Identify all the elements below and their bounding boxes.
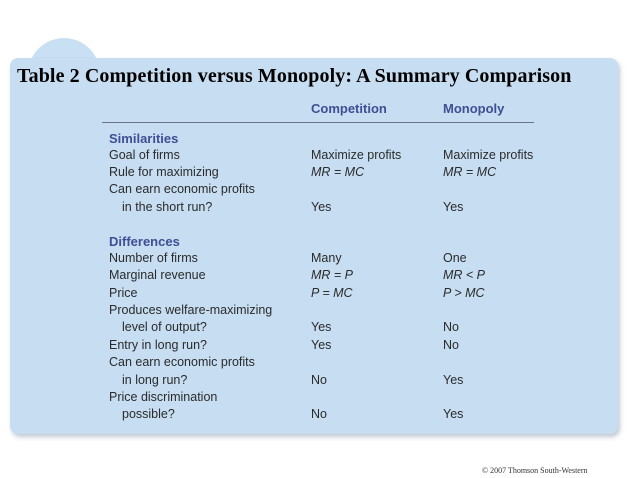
- row-label: Price: [109, 286, 138, 300]
- cell-competition: P = MC: [311, 286, 353, 300]
- cell-competition: Yes: [311, 338, 332, 352]
- row-label: Number of firms: [109, 251, 198, 265]
- cell-monopoly: MR = MC: [443, 165, 497, 179]
- cell-competition: MR = P: [311, 268, 354, 282]
- row-label-continuation: possible?: [122, 407, 175, 421]
- table-title: Table 2 Competition versus Monopoly: A Summary Comparison: [17, 65, 572, 87]
- cell-monopoly: No: [443, 320, 459, 334]
- column-header-competition: Competition: [311, 101, 387, 116]
- cell-competition: No: [311, 407, 327, 421]
- copyright-notice: © 2007 Thomson South-Western: [482, 466, 588, 475]
- cell-competition: Maximize profits: [311, 148, 402, 162]
- row-label: Price discrimination: [109, 390, 218, 404]
- cell-competition: MR = MC: [311, 165, 365, 179]
- row-label-continuation: level of output?: [122, 320, 207, 334]
- cell-monopoly: Yes: [443, 373, 464, 387]
- row-label: Entry in long run?: [109, 338, 207, 352]
- row-label: Rule for maximizing: [109, 165, 219, 179]
- cell-monopoly: Yes: [443, 407, 464, 421]
- cell-competition: No: [311, 373, 327, 387]
- cell-competition: Many: [311, 251, 342, 265]
- row-label: Goal of firms: [109, 148, 180, 162]
- row-label-continuation: in long run?: [122, 373, 188, 387]
- cell-competition: Yes: [311, 200, 332, 214]
- cell-competition: Yes: [311, 320, 332, 334]
- header-divider: [102, 122, 534, 123]
- cell-monopoly: Maximize profits: [443, 148, 534, 162]
- cell-monopoly: P > MC: [443, 286, 485, 300]
- cell-monopoly: Yes: [443, 200, 464, 214]
- section-heading-differences: Differences: [109, 234, 180, 249]
- cell-monopoly: One: [443, 251, 467, 265]
- row-label: Produces welfare-maximizing: [109, 303, 273, 317]
- section-heading-similarities: Similarities: [109, 131, 179, 146]
- row-label: Can earn economic profits: [109, 355, 255, 369]
- row-label: Can earn economic profits: [109, 182, 255, 196]
- row-label-continuation: in the short run?: [122, 200, 213, 214]
- cell-monopoly: MR < P: [443, 268, 486, 282]
- cell-monopoly: No: [443, 338, 459, 352]
- row-label: Marginal revenue: [109, 268, 206, 282]
- column-header-monopoly: Monopoly: [443, 101, 505, 116]
